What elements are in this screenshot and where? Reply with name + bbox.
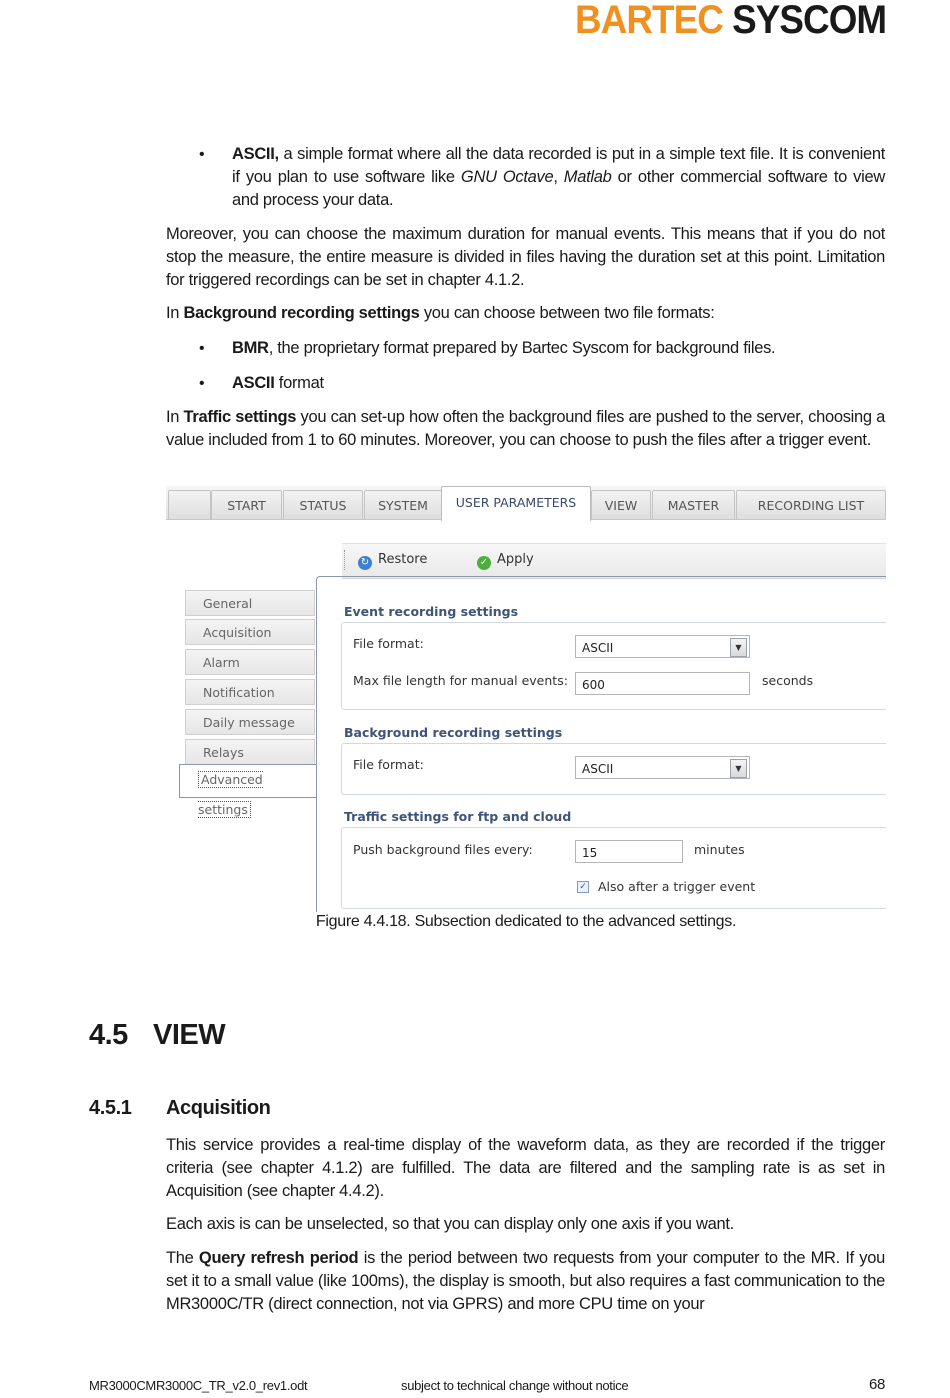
max-file-length-input[interactable]: 600 [575, 672, 750, 695]
toolbar-grip [344, 550, 348, 570]
sidebar-item-advanced-settings[interactable]: Advanced settings [179, 764, 317, 798]
push-interval-label: Push background files every: [353, 842, 533, 857]
sidebar-item-alarm[interactable]: Alarm [185, 649, 315, 675]
company-logo [575, 0, 886, 40]
bullet-dot: • [199, 146, 205, 163]
restore-button[interactable]: ↻ Restore [358, 552, 427, 570]
logo-part-syscom: SYSCOM [732, 0, 886, 42]
paragraph-background: In Background recording settings you can choose between two file formats: [166, 304, 715, 322]
tab-view[interactable]: VIEW [591, 490, 651, 519]
software-gnu-octave: GNU Octave [460, 168, 554, 186]
max-file-length-label: Max file length for manual events: [353, 673, 568, 688]
sidebar-item-relays[interactable]: Relays [185, 739, 315, 765]
push-interval-input[interactable]: 15 [575, 840, 683, 863]
trigger-event-checkbox[interactable]: ✓ [577, 881, 589, 893]
tab-status[interactable]: STATUS [283, 490, 363, 519]
toolbar [342, 543, 886, 579]
paragraph-service: This service provides a real-time display of the waveform data, as they are recorded if the trigger criteria (see chapter 4.1.2) are fulfilled. The data are filtered and the sampling rate is as set in Acquisition (see chapter 4.4.2). [166, 1136, 885, 1200]
subsection-heading: 4.5.1 Acquisition [89, 1097, 271, 1119]
bullet-bmr: BMR, the proprietary format prepared by Bartec Syscom for background files. [232, 339, 776, 357]
traffic-settings-title: Traffic settings for ftp and cloud [344, 809, 572, 824]
max-file-length-unit: seconds [762, 673, 814, 688]
sidebar-item-notification[interactable]: Notification [185, 679, 315, 705]
paragraph-duration: Moreover, you can choose the maximum duration for manual events. This means that if you do not stop the measure, the entire measure is divided in files having the duration set at this point. Limitation for triggered recordings can be set in chapter 4.1.2. [166, 225, 885, 289]
footer-filename: MR3000CMR3000C_TR_v2.0_rev1.odt [89, 1378, 308, 1393]
tab-start[interactable]: START [211, 490, 282, 519]
restore-icon: ↻ [358, 556, 372, 570]
background-file-format-label: File format: [353, 757, 424, 772]
bullet-dot: • [199, 340, 205, 357]
background-file-format-select[interactable]: ASCII ▼ [575, 756, 750, 779]
checkmark-icon: ✓ [477, 556, 491, 570]
background-recording-title: Background recording settings [344, 725, 563, 740]
figure-caption: Figure 4.4.18. Subsection dedicated to the advanced settings. [315, 913, 737, 930]
footer-notice: subject to technical change without notice [401, 1378, 629, 1393]
event-file-format-select[interactable]: ASCII ▼ [575, 635, 750, 658]
event-file-format-label: File format: [353, 636, 424, 651]
sidebar-item-acquisition[interactable]: Acquisition [185, 619, 315, 645]
tab-system[interactable]: SYSTEM [364, 490, 442, 519]
push-interval-unit: minutes [694, 842, 745, 857]
tab-blank[interactable] [168, 490, 211, 519]
software-matlab: Matlab [563, 168, 612, 186]
chevron-down-icon[interactable]: ▼ [730, 638, 747, 657]
advanced-settings-screenshot [166, 486, 886, 912]
sidebar-item-general[interactable]: General [185, 590, 315, 616]
bullet-ascii-description: ASCII, a simple format where all the data recorded is put in a simple text file. It is convenient if you plan to use software like GNU Octave, Matlab or other commercial software to view and process your data. [232, 145, 885, 209]
main-tab-bar [166, 486, 886, 520]
apply-button[interactable]: ✓ Apply [477, 552, 534, 570]
trigger-event-label: Also after a trigger event [598, 879, 756, 894]
bullet-term: ASCII, [232, 145, 279, 163]
tab-master[interactable]: MASTER [652, 490, 735, 519]
chevron-down-icon[interactable]: ▼ [730, 759, 747, 778]
tab-user-parameters[interactable]: USER PARAMETERS [441, 486, 591, 521]
sidebar-item-daily-message[interactable]: Daily message [185, 709, 315, 735]
bullet-dot: • [199, 375, 205, 392]
page-number: 68 [869, 1376, 886, 1393]
tab-recording-list[interactable]: RECORDING LIST [736, 490, 886, 519]
paragraph-traffic: In Traffic settings you can set-up how often the background files are pushed to the server, choosing a value included from 1 to 60 minutes. Moreover, you can choose to push the files after a trigger event. [166, 408, 886, 449]
logo-part-bartec: BARTEC [574, 0, 723, 42]
event-recording-title: Event recording settings [344, 604, 519, 619]
paragraph-query: The Query refresh period is the period between two requests from your computer to the MR. If you set it to a small value (like 100ms), the display is smooth, but also requires a fast communication to the MR3000C/TR (direct connection, not via GPRS) and more CPU time on your [166, 1249, 885, 1313]
paragraph-axis: Each axis is can be unselected, so that you can display only one axis if you want. [166, 1215, 734, 1233]
bullet-ascii-format: ASCII format [232, 374, 324, 392]
section-heading: 4.5 VIEW [89, 1019, 226, 1051]
